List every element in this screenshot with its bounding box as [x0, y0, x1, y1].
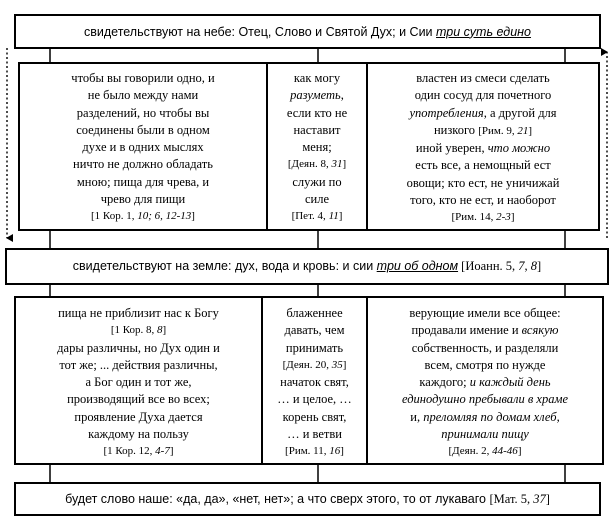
- banner-heaven: [14, 14, 601, 49]
- upper-right-cell: властен из смеси сделать один сосуд для почетного употребления, а другой для низкого [Рим. 9, 21] иной уверен, что можно есть все, а немощный ест овощи; кто ест, не уничижай того, кто не ест, и наоборот [Рим. 14, 2-3]: [368, 66, 598, 231]
- lower-right-cell: верующие имели все общее: продавали имение и всякую собственность, и разделяли всем, смотря по нужде каждого; и каждый день единодушно пребывали в храме и, преломляя по домам хлеб, принимали пищу [Деян. 2, 44-46]: [368, 301, 602, 465]
- scripture-ref: [Деян. 2, 44-46]: [448, 445, 522, 458]
- scripture-ref: [Рим. 11, 16]: [285, 445, 344, 458]
- scripture-ref: [Деян. 20, 35]: [282, 358, 347, 371]
- banner-heaven-text: свидетельствуют на небе: Отец, Слово и Святой Дух; и Сии три суть едино: [83, 24, 532, 39]
- lower-left-cell: пища не приблизит нас к Богу [1 Кор. 8, 8] дары различны, но Дух один и тот же; ... действия различны, а Бог один и тот же, производящий все во всех; проявление Духа дается каждому на пользу [1 Кор. 12, 4-7]: [16, 301, 261, 465]
- scripture-ref: [Рим. 14, 2-3]: [451, 211, 515, 224]
- scripture-ref: [1 Кор. 12, 4-7]: [103, 445, 174, 458]
- scripture-ref: [Пет. 4, 11]: [291, 210, 343, 223]
- banner-word-text: будет слово наше: «да, да», «нет, нет»; а что сверх этого, то от лукаваго [Мат. 5, 37]: [65, 491, 550, 506]
- lower-middle-cell: блаженнее давать, чем принимать [Деян. 20, 35] начаток свят, … и целое, … корень свят, … и ветви [Рим. 11, 16]: [263, 301, 366, 465]
- upper-middle-cell: как могу разуметь, если кто не наставит меня; [Деян. 8, 31] служи по силе [Пет. 4, 11]: [268, 66, 366, 230]
- scripture-ref: [1 Кор. 8, 8]: [110, 324, 167, 337]
- scripture-ref: [1 Кор. 1, 10; 6, 12-13]: [91, 210, 195, 223]
- banner-word: [14, 482, 601, 516]
- banner-earth: [5, 248, 609, 285]
- scripture-ref: [Деян. 8, 31]: [287, 158, 347, 171]
- upper-left-cell: чтобы вы говорили одно, и не было между нами разделений, но чтобы вы соединены были в одном духе и в одних мыслях ничто не должно обладать мною; пища для чрева, и чрево для пищи [1 Кор. 1, 10; 6, 12-13]: [20, 66, 266, 230]
- banner-earth-text: свидетельствуют на земле: дух, вода и кровь: и сии три об одном [Иоанн. 5, 7, 8]: [72, 259, 542, 273]
